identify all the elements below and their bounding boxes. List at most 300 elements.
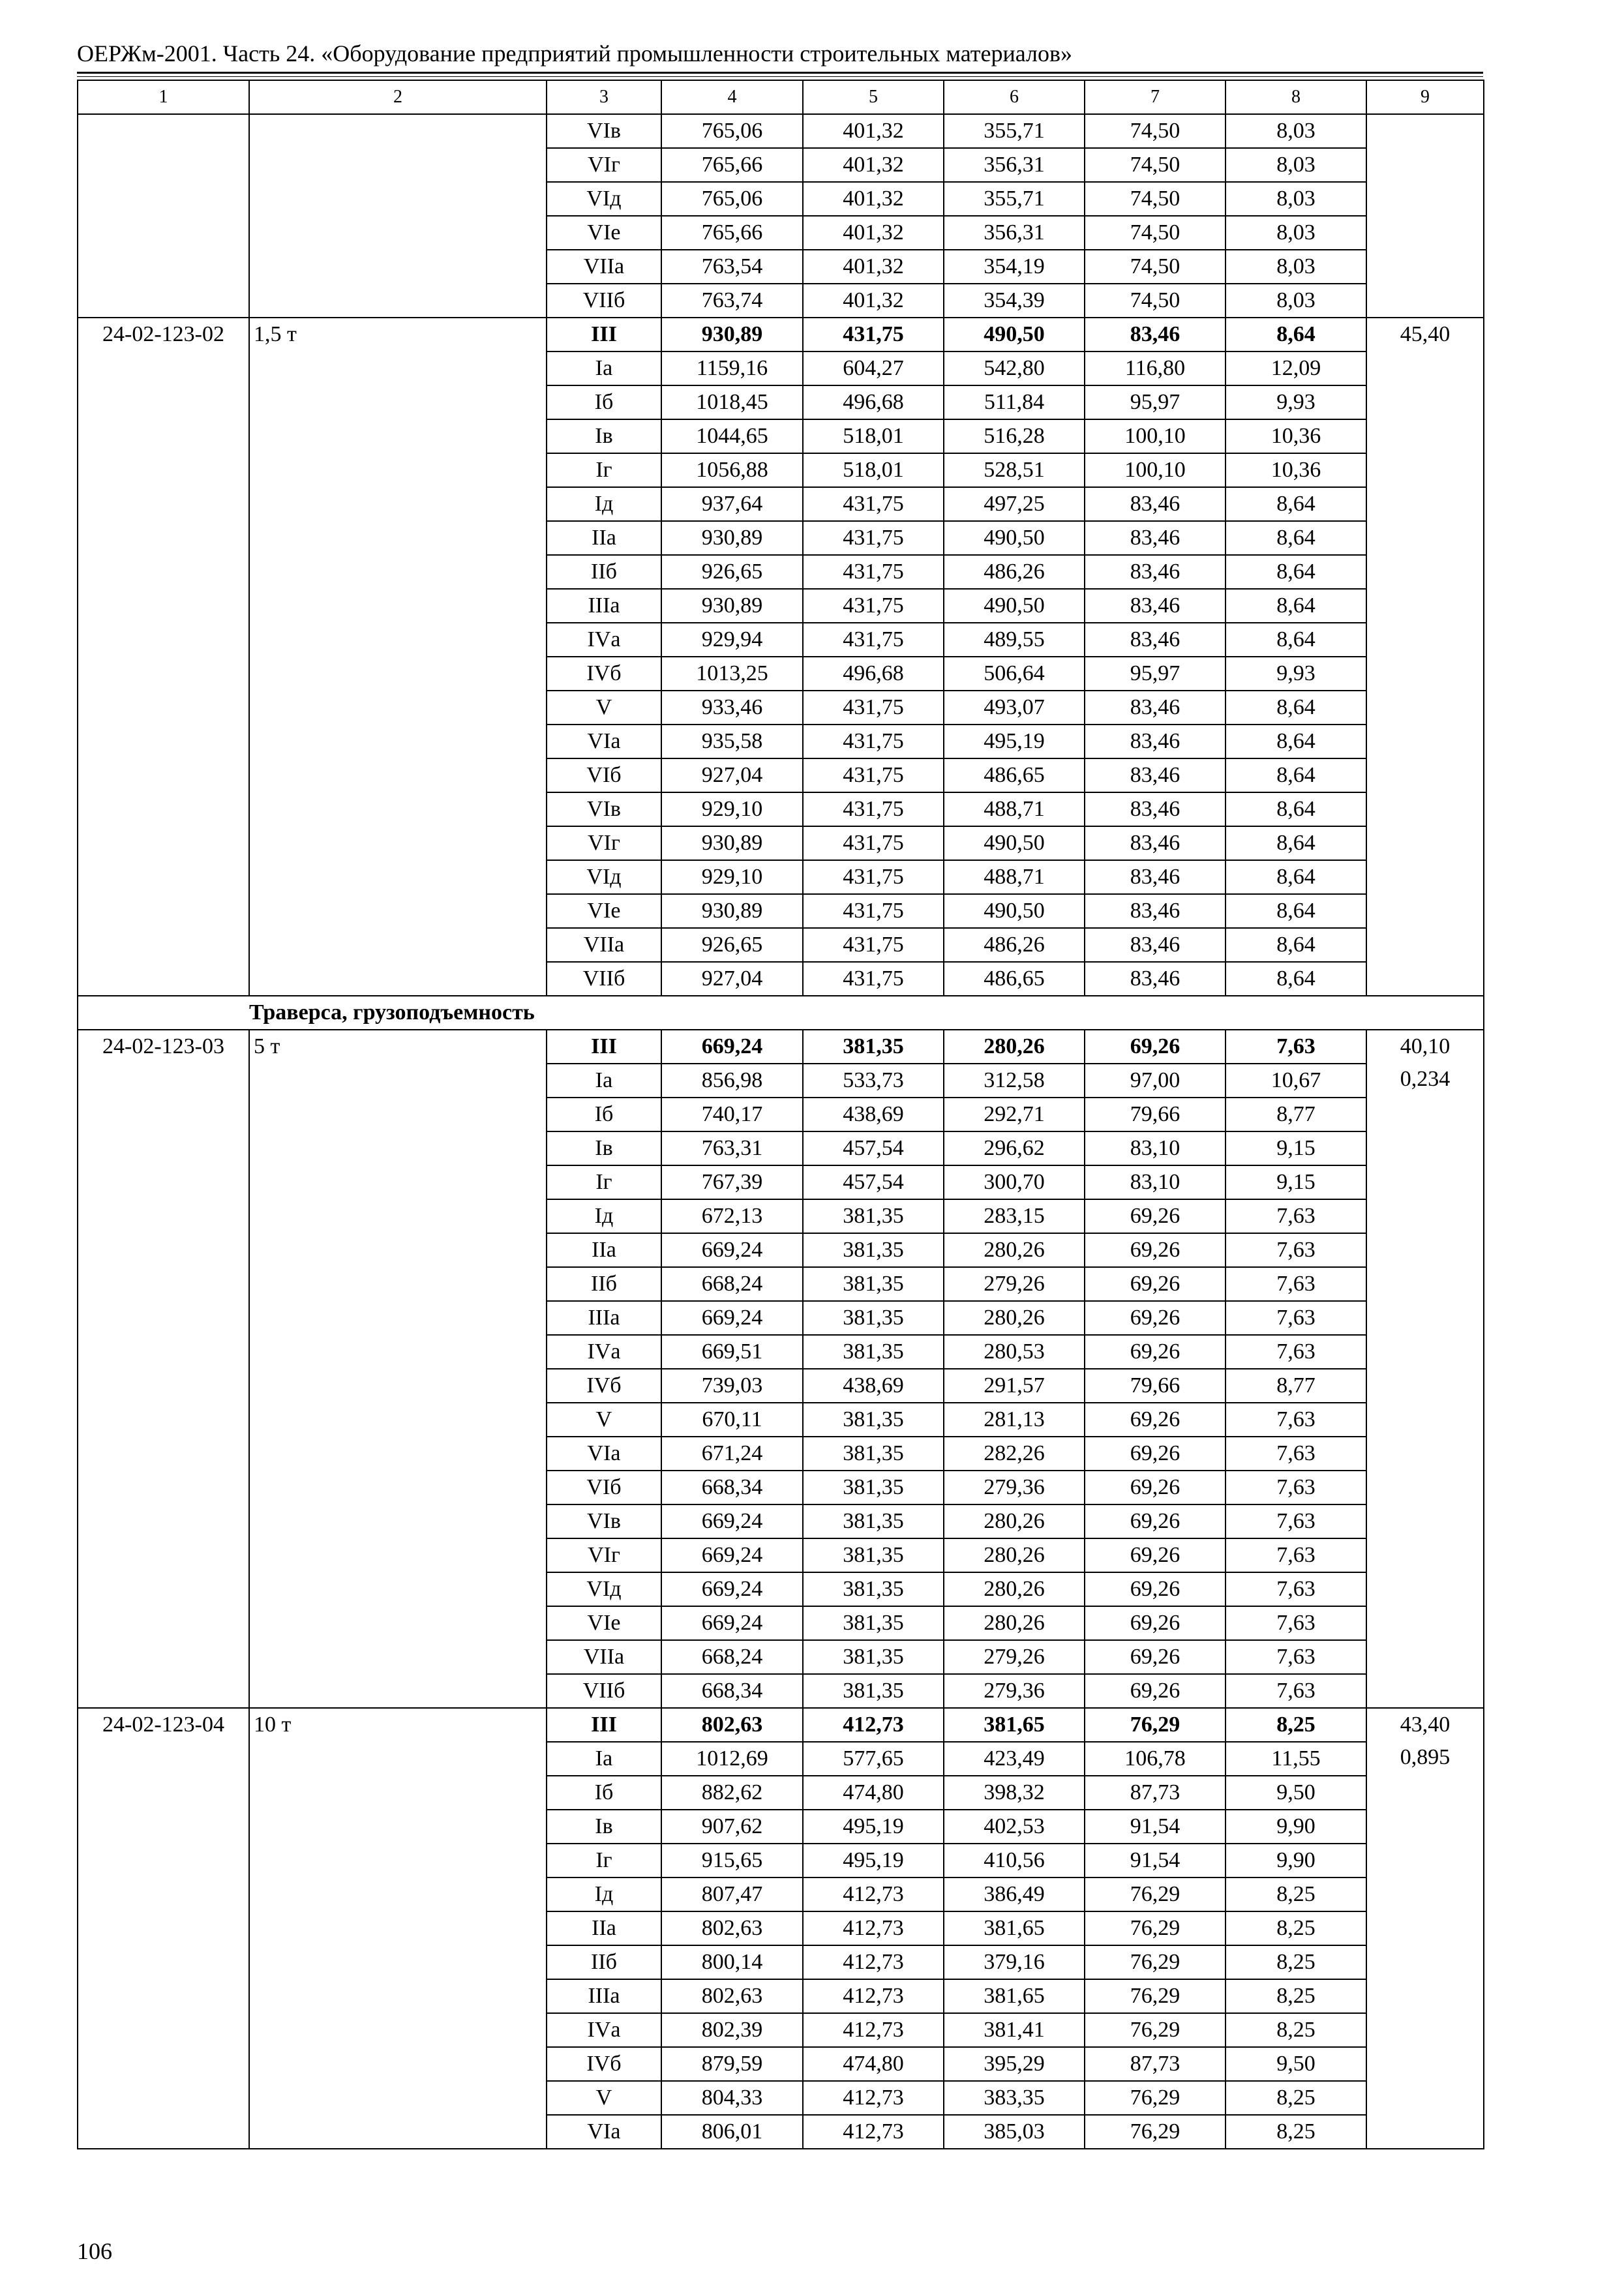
value-cell: 76,29 xyxy=(1085,2013,1226,2047)
value-cell: 412,73 xyxy=(803,1911,944,1945)
column-header: 1 xyxy=(78,80,249,114)
value-cell: 8,03 xyxy=(1226,182,1366,216)
value-cell: 83,46 xyxy=(1085,555,1226,589)
zone-cell: IIIа xyxy=(547,589,661,623)
value-cell: 528,51 xyxy=(944,453,1085,487)
value-cell: 12,09 xyxy=(1226,352,1366,385)
zone-cell: Iб xyxy=(547,1098,661,1131)
value-cell: 431,75 xyxy=(803,318,944,352)
zone-cell: III xyxy=(547,1030,661,1064)
value-cell: 8,25 xyxy=(1226,2013,1366,2047)
value-cell: 381,65 xyxy=(944,1979,1085,2013)
value-cell: 10,67 xyxy=(1226,1064,1366,1098)
value-cell: 381,65 xyxy=(944,1911,1085,1945)
value-cell: 69,26 xyxy=(1085,1572,1226,1606)
value-cell: 300,70 xyxy=(944,1165,1085,1199)
value-cell: 74,50 xyxy=(1085,250,1226,284)
value-cell: 929,10 xyxy=(661,860,803,894)
value-cell: 386,49 xyxy=(944,1878,1085,1911)
value-cell: 915,65 xyxy=(661,1844,803,1878)
zone-cell: VIг xyxy=(547,826,661,860)
value-cell: 669,51 xyxy=(661,1335,803,1369)
zone-cell: IIб xyxy=(547,1945,661,1979)
value-cell: 431,75 xyxy=(803,826,944,860)
column-header: 8 xyxy=(1226,80,1366,114)
value-cell: 879,59 xyxy=(661,2047,803,2081)
value-cell: 282,26 xyxy=(944,1437,1085,1471)
zone-cell: VIIб xyxy=(547,284,661,318)
value-cell: 69,26 xyxy=(1085,1471,1226,1504)
value-cell: 8,64 xyxy=(1226,318,1366,352)
value-cell: 69,26 xyxy=(1085,1538,1226,1572)
zone-cell: VIв xyxy=(547,114,661,148)
name-cell: 10 т xyxy=(249,1708,547,2149)
value-cell: 882,62 xyxy=(661,1776,803,1810)
value-cell: 929,10 xyxy=(661,792,803,826)
zone-cell: IIIа xyxy=(547,1979,661,2013)
value-cell: 69,26 xyxy=(1085,1640,1226,1674)
zone-cell: IVа xyxy=(547,623,661,657)
zone-cell: V xyxy=(547,2081,661,2115)
value-cell: 935,58 xyxy=(661,725,803,758)
value-cell: 83,46 xyxy=(1085,826,1226,860)
zone-cell: IVб xyxy=(547,1369,661,1403)
value-cell: 83,46 xyxy=(1085,860,1226,894)
column-header: 3 xyxy=(547,80,661,114)
value-cell: 486,26 xyxy=(944,928,1085,962)
zone-cell: VIе xyxy=(547,216,661,250)
zone-cell: IVа xyxy=(547,1335,661,1369)
extra-value: 40,10 xyxy=(1400,1034,1451,1058)
value-cell: 490,50 xyxy=(944,826,1085,860)
value-cell: 8,25 xyxy=(1226,1911,1366,1945)
value-cell: 381,35 xyxy=(803,1301,944,1335)
value-cell: 381,65 xyxy=(944,1708,1085,1742)
value-cell: 802,63 xyxy=(661,1979,803,2013)
zone-cell: Iб xyxy=(547,1776,661,1810)
value-cell: 10,36 xyxy=(1226,419,1366,453)
value-cell: 83,46 xyxy=(1085,792,1226,826)
zone-cell: IVб xyxy=(547,2047,661,2081)
value-cell: 401,32 xyxy=(803,250,944,284)
value-cell: 401,32 xyxy=(803,148,944,182)
value-cell: 8,03 xyxy=(1226,250,1366,284)
value-cell: 83,46 xyxy=(1085,928,1226,962)
value-cell: 283,15 xyxy=(944,1199,1085,1233)
value-cell: 381,35 xyxy=(803,1403,944,1437)
value-cell: 926,65 xyxy=(661,555,803,589)
value-cell: 412,73 xyxy=(803,1979,944,2013)
zone-cell: Iд xyxy=(547,1878,661,1911)
value-cell: 8,64 xyxy=(1226,725,1366,758)
zone-cell: VIв xyxy=(547,792,661,826)
value-cell: 8,25 xyxy=(1226,1878,1366,1911)
value-cell: 91,54 xyxy=(1085,1810,1226,1844)
value-cell: 765,06 xyxy=(661,182,803,216)
value-cell: 7,63 xyxy=(1226,1030,1366,1064)
value-cell: 9,93 xyxy=(1226,657,1366,691)
value-cell: 670,11 xyxy=(661,1403,803,1437)
zone-cell: VIг xyxy=(547,1538,661,1572)
value-cell: 381,35 xyxy=(803,1640,944,1674)
value-cell: 802,39 xyxy=(661,2013,803,2047)
zone-cell: Iг xyxy=(547,453,661,487)
value-cell: 518,01 xyxy=(803,453,944,487)
value-cell: 856,98 xyxy=(661,1064,803,1098)
header-rule-thin xyxy=(77,76,1483,77)
value-cell: 79,66 xyxy=(1085,1098,1226,1131)
value-cell: 116,80 xyxy=(1085,352,1226,385)
value-cell: 493,07 xyxy=(944,691,1085,725)
value-cell: 381,35 xyxy=(803,1267,944,1301)
value-cell: 381,35 xyxy=(803,1437,944,1471)
value-cell: 412,73 xyxy=(803,1878,944,1911)
value-cell: 69,26 xyxy=(1085,1030,1226,1064)
value-cell: 802,63 xyxy=(661,1708,803,1742)
value-cell: 431,75 xyxy=(803,521,944,555)
value-cell: 668,24 xyxy=(661,1640,803,1674)
value-cell: 76,29 xyxy=(1085,1911,1226,1945)
zone-cell: Iа xyxy=(547,1742,661,1776)
value-cell: 1018,45 xyxy=(661,385,803,419)
value-cell: 83,46 xyxy=(1085,725,1226,758)
value-cell: 7,63 xyxy=(1226,1572,1366,1606)
value-cell: 542,80 xyxy=(944,352,1085,385)
value-cell: 8,25 xyxy=(1226,2081,1366,2115)
value-cell: 7,63 xyxy=(1226,1301,1366,1335)
value-cell: 1056,88 xyxy=(661,453,803,487)
zone-cell: Iд xyxy=(547,1199,661,1233)
value-cell: 7,63 xyxy=(1226,1199,1366,1233)
value-cell: 474,80 xyxy=(803,2047,944,2081)
value-cell: 7,63 xyxy=(1226,1640,1366,1674)
value-cell: 97,00 xyxy=(1085,1064,1226,1098)
value-cell: 669,24 xyxy=(661,1606,803,1640)
value-cell: 516,28 xyxy=(944,419,1085,453)
value-cell: 8,64 xyxy=(1226,758,1366,792)
value-cell: 401,32 xyxy=(803,114,944,148)
value-cell: 76,29 xyxy=(1085,2115,1226,2149)
value-cell: 7,63 xyxy=(1226,1674,1366,1708)
value-cell: 9,50 xyxy=(1226,2047,1366,2081)
code-cell xyxy=(78,114,249,318)
zone-cell: V xyxy=(547,691,661,725)
zone-cell: Iа xyxy=(547,1064,661,1098)
value-cell: 496,68 xyxy=(803,385,944,419)
value-cell: 763,54 xyxy=(661,250,803,284)
zone-cell: IVа xyxy=(547,2013,661,2047)
zone-cell: VIе xyxy=(547,1606,661,1640)
value-cell: 9,90 xyxy=(1226,1844,1366,1878)
zone-cell: IIб xyxy=(547,555,661,589)
zone-cell: VIв xyxy=(547,1504,661,1538)
value-cell: 87,73 xyxy=(1085,1776,1226,1810)
value-cell: 381,41 xyxy=(944,2013,1085,2047)
value-cell: 577,65 xyxy=(803,1742,944,1776)
value-cell: 9,15 xyxy=(1226,1165,1366,1199)
zone-cell: Iд xyxy=(547,487,661,521)
extra-cell xyxy=(1366,1030,1484,1708)
value-cell: 511,84 xyxy=(944,385,1085,419)
zone-cell: VIIб xyxy=(547,962,661,996)
value-cell: 410,56 xyxy=(944,1844,1085,1878)
value-cell: 431,75 xyxy=(803,589,944,623)
page-number: 106 xyxy=(77,2238,112,2264)
value-cell: 423,49 xyxy=(944,1742,1085,1776)
value-cell: 100,10 xyxy=(1085,453,1226,487)
value-cell: 279,36 xyxy=(944,1471,1085,1504)
value-cell: 381,35 xyxy=(803,1504,944,1538)
value-cell: 280,26 xyxy=(944,1606,1085,1640)
value-cell: 74,50 xyxy=(1085,284,1226,318)
value-cell: 280,26 xyxy=(944,1538,1085,1572)
value-cell: 354,19 xyxy=(944,250,1085,284)
value-cell: 8,64 xyxy=(1226,860,1366,894)
value-cell: 486,26 xyxy=(944,555,1085,589)
value-cell: 8,64 xyxy=(1226,928,1366,962)
value-cell: 412,73 xyxy=(803,2115,944,2149)
value-cell: 381,35 xyxy=(803,1538,944,1572)
value-cell: 296,62 xyxy=(944,1131,1085,1165)
extra-value: 0,234 xyxy=(1400,1067,1451,1091)
extra-cell xyxy=(1366,1708,1484,2149)
zone-cell: IVб xyxy=(547,657,661,691)
value-cell: 431,75 xyxy=(803,623,944,657)
value-cell: 8,64 xyxy=(1226,555,1366,589)
value-cell: 402,53 xyxy=(944,1810,1085,1844)
value-cell: 76,29 xyxy=(1085,1945,1226,1979)
value-cell: 11,55 xyxy=(1226,1742,1366,1776)
zone-cell: Iв xyxy=(547,419,661,453)
zone-cell: VIа xyxy=(547,1437,661,1471)
value-cell: 95,97 xyxy=(1085,385,1226,419)
value-cell: 385,03 xyxy=(944,2115,1085,2149)
value-cell: 496,68 xyxy=(803,657,944,691)
value-cell: 431,75 xyxy=(803,928,944,962)
value-cell: 486,65 xyxy=(944,962,1085,996)
value-cell: 10,36 xyxy=(1226,453,1366,487)
value-cell: 87,73 xyxy=(1085,2047,1226,2081)
value-cell: 8,64 xyxy=(1226,894,1366,928)
value-cell: 69,26 xyxy=(1085,1403,1226,1437)
value-cell: 8,03 xyxy=(1226,114,1366,148)
value-cell: 8,64 xyxy=(1226,589,1366,623)
value-cell: 9,15 xyxy=(1226,1131,1366,1165)
value-cell: 279,26 xyxy=(944,1640,1085,1674)
zone-cell: VIIб xyxy=(547,1674,661,1708)
value-cell: 69,26 xyxy=(1085,1674,1226,1708)
zone-cell: VIе xyxy=(547,894,661,928)
value-cell: 807,47 xyxy=(661,1878,803,1911)
value-cell: 83,46 xyxy=(1085,962,1226,996)
value-cell: 356,31 xyxy=(944,216,1085,250)
value-cell: 355,71 xyxy=(944,114,1085,148)
value-cell: 76,29 xyxy=(1085,1979,1226,2013)
value-cell: 765,06 xyxy=(661,114,803,148)
value-cell: 804,33 xyxy=(661,2081,803,2115)
value-cell: 486,65 xyxy=(944,758,1085,792)
value-cell: 76,29 xyxy=(1085,2081,1226,2115)
value-cell: 7,63 xyxy=(1226,1233,1366,1267)
extra-cell xyxy=(1366,114,1484,318)
value-cell: 69,26 xyxy=(1085,1301,1226,1335)
zone-cell: Iб xyxy=(547,385,661,419)
value-cell: 412,73 xyxy=(803,2081,944,2115)
value-cell: 281,13 xyxy=(944,1403,1085,1437)
value-cell: 83,46 xyxy=(1085,894,1226,928)
value-cell: 930,89 xyxy=(661,521,803,555)
value-cell: 280,26 xyxy=(944,1572,1085,1606)
value-cell: 671,24 xyxy=(661,1437,803,1471)
value-cell: 83,46 xyxy=(1085,521,1226,555)
extra-value: 0,895 xyxy=(1400,1745,1451,1769)
value-cell: 431,75 xyxy=(803,962,944,996)
value-cell: 438,69 xyxy=(803,1369,944,1403)
value-cell: 280,53 xyxy=(944,1335,1085,1369)
value-cell: 668,34 xyxy=(661,1674,803,1708)
value-cell: 100,10 xyxy=(1085,419,1226,453)
page-header-title: ОЕРЖм-2001. Часть 24. «Оборудование предприятий промышленности строительных материалов» xyxy=(77,40,1073,67)
value-cell: 412,73 xyxy=(803,2013,944,2047)
zone-cell: VIа xyxy=(547,725,661,758)
value-cell: 379,16 xyxy=(944,1945,1085,1979)
value-cell: 800,14 xyxy=(661,1945,803,1979)
code-cell: 24-02-123-03 xyxy=(78,1030,249,1708)
code-cell: 24-02-123-04 xyxy=(78,1708,249,2149)
value-cell: 431,75 xyxy=(803,487,944,521)
value-cell: 933,46 xyxy=(661,691,803,725)
value-cell: 8,64 xyxy=(1226,792,1366,826)
value-cell: 8,64 xyxy=(1226,691,1366,725)
value-cell: 927,04 xyxy=(661,962,803,996)
value-cell: 7,63 xyxy=(1226,1471,1366,1504)
section-title-row xyxy=(78,996,1484,1030)
value-cell: 69,26 xyxy=(1085,1233,1226,1267)
value-cell: 765,66 xyxy=(661,148,803,182)
value-cell: 1159,16 xyxy=(661,352,803,385)
value-cell: 765,66 xyxy=(661,216,803,250)
value-cell: 672,13 xyxy=(661,1199,803,1233)
zone-cell: IIа xyxy=(547,521,661,555)
value-cell: 381,35 xyxy=(803,1199,944,1233)
value-cell: 381,35 xyxy=(803,1335,944,1369)
value-cell: 669,24 xyxy=(661,1538,803,1572)
value-cell: 7,63 xyxy=(1226,1267,1366,1301)
zone-cell: Iг xyxy=(547,1165,661,1199)
zone-cell: IIа xyxy=(547,1233,661,1267)
value-cell: 280,26 xyxy=(944,1504,1085,1538)
column-header: 2 xyxy=(249,80,547,114)
value-cell: 83,10 xyxy=(1085,1165,1226,1199)
extra-value: 43,40 xyxy=(1400,1713,1451,1737)
value-cell: 669,24 xyxy=(661,1301,803,1335)
value-cell: 280,26 xyxy=(944,1030,1085,1064)
value-cell: 668,34 xyxy=(661,1471,803,1504)
value-cell: 356,31 xyxy=(944,148,1085,182)
value-cell: 9,90 xyxy=(1226,1810,1366,1844)
value-cell: 280,26 xyxy=(944,1233,1085,1267)
value-cell: 930,89 xyxy=(661,826,803,860)
value-cell: 83,10 xyxy=(1085,1131,1226,1165)
value-cell: 8,64 xyxy=(1226,826,1366,860)
value-cell: 533,73 xyxy=(803,1064,944,1098)
value-cell: 431,75 xyxy=(803,555,944,589)
value-cell: 69,26 xyxy=(1085,1335,1226,1369)
value-cell: 930,89 xyxy=(661,318,803,352)
value-cell: 431,75 xyxy=(803,894,944,928)
value-cell: 8,64 xyxy=(1226,623,1366,657)
value-cell: 604,27 xyxy=(803,352,944,385)
value-cell: 381,35 xyxy=(803,1572,944,1606)
value-cell: 457,54 xyxy=(803,1131,944,1165)
zone-cell: Iг xyxy=(547,1844,661,1878)
value-cell: 802,63 xyxy=(661,1911,803,1945)
value-cell: 1012,69 xyxy=(661,1742,803,1776)
zone-cell: VIд xyxy=(547,182,661,216)
value-cell: 412,73 xyxy=(803,1708,944,1742)
value-cell: 1013,25 xyxy=(661,657,803,691)
value-cell: 929,94 xyxy=(661,623,803,657)
value-cell: 930,89 xyxy=(661,589,803,623)
value-cell: 7,63 xyxy=(1226,1606,1366,1640)
value-cell: 7,63 xyxy=(1226,1437,1366,1471)
column-header: 6 xyxy=(944,80,1085,114)
value-cell: 497,25 xyxy=(944,487,1085,521)
value-cell: 490,50 xyxy=(944,894,1085,928)
value-cell: 490,50 xyxy=(944,589,1085,623)
zone-cell: IIIа xyxy=(547,1301,661,1335)
zone-cell: IIб xyxy=(547,1267,661,1301)
value-cell: 83,46 xyxy=(1085,623,1226,657)
value-cell: 412,73 xyxy=(803,1945,944,1979)
value-cell: 355,71 xyxy=(944,182,1085,216)
name-cell xyxy=(249,114,547,318)
zone-cell: III xyxy=(547,1708,661,1742)
value-cell: 381,35 xyxy=(803,1674,944,1708)
value-cell: 292,71 xyxy=(944,1098,1085,1131)
value-cell: 495,19 xyxy=(944,725,1085,758)
value-cell: 106,78 xyxy=(1085,1742,1226,1776)
value-cell: 438,69 xyxy=(803,1098,944,1131)
table-body xyxy=(78,80,1484,2149)
zone-cell: VIIа xyxy=(547,250,661,284)
value-cell: 1044,65 xyxy=(661,419,803,453)
value-cell: 381,35 xyxy=(803,1606,944,1640)
zone-cell: V xyxy=(547,1403,661,1437)
value-cell: 69,26 xyxy=(1085,1606,1226,1640)
rates-table xyxy=(77,80,1484,2149)
column-header: 5 xyxy=(803,80,944,114)
zone-cell: VIб xyxy=(547,758,661,792)
zone-cell: Iв xyxy=(547,1810,661,1844)
zone-cell: IIа xyxy=(547,1911,661,1945)
extra-cell xyxy=(1366,318,1484,996)
value-cell: 8,03 xyxy=(1226,148,1366,182)
zone-cell: III xyxy=(547,318,661,352)
value-cell: 431,75 xyxy=(803,758,944,792)
value-cell: 8,64 xyxy=(1226,962,1366,996)
value-cell: 401,32 xyxy=(803,284,944,318)
value-cell: 9,93 xyxy=(1226,385,1366,419)
value-cell: 495,19 xyxy=(803,1810,944,1844)
value-cell: 8,25 xyxy=(1226,1708,1366,1742)
value-cell: 291,57 xyxy=(944,1369,1085,1403)
value-cell: 8,25 xyxy=(1226,2115,1366,2149)
value-cell: 457,54 xyxy=(803,1165,944,1199)
value-cell: 739,03 xyxy=(661,1369,803,1403)
value-cell: 383,35 xyxy=(944,2081,1085,2115)
value-cell: 74,50 xyxy=(1085,114,1226,148)
